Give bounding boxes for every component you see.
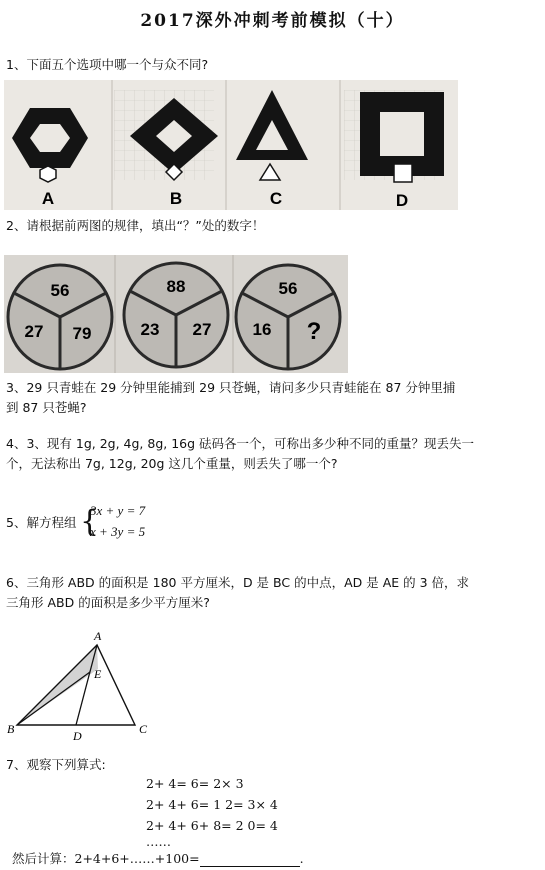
point-c-label: C bbox=[139, 722, 148, 736]
circle-3-top: 56 bbox=[278, 279, 298, 298]
question-1-text: 1、下面五个选项中哪一个与众不同? bbox=[6, 57, 209, 72]
final-period: . bbox=[299, 851, 304, 866]
circle-1-left: 27 bbox=[24, 322, 44, 341]
circle-2-left: 23 bbox=[140, 320, 160, 339]
question-3-line-2: 到 87 只苍蝇? bbox=[6, 400, 87, 415]
equation-2: x + 3y = 5 bbox=[90, 524, 146, 539]
equation-ellipsis: …… bbox=[146, 834, 171, 849]
shapes-figure bbox=[4, 80, 458, 210]
option-d-label: D bbox=[395, 191, 409, 210]
option-d-square bbox=[360, 92, 444, 182]
answer-blank[interactable] bbox=[200, 852, 300, 867]
circle-1-top: 56 bbox=[50, 281, 70, 300]
question-6-line-1: 6、三角形 ABD 的面积是 180 平方厘米，D 是 BC 的中点，AD 是 AE 的 3 倍，求 bbox=[6, 575, 470, 590]
question-2-figure bbox=[4, 255, 348, 373]
triangle-figure bbox=[4, 628, 164, 743]
final-question-text: 然后计算：2+4+6+……+100= bbox=[12, 851, 200, 866]
point-b-label: B bbox=[7, 722, 15, 736]
circle-1-right: 79 bbox=[72, 324, 92, 343]
equation-line-1: 2+ 4= 6= 2× 3 bbox=[146, 776, 244, 791]
equation-line-3: 2+ 4+ 6+ 8= 2 0= 4 bbox=[146, 818, 278, 833]
circle-3-unknown: ? bbox=[306, 318, 322, 345]
equation-1: 3x + y = 7 bbox=[90, 503, 146, 518]
question-6-line-2: 三角形 ABD 的面积是多少平方厘米? bbox=[6, 595, 210, 610]
question-7-text: 7、观察下列算式: bbox=[6, 757, 106, 772]
page-title: 2017深外冲刺考前模拟（十） bbox=[140, 11, 405, 31]
question-4-line-2: 个，无法称出 7g, 12g, 20g 这几个重量，则丢失了哪一个? bbox=[6, 456, 338, 471]
final-question bbox=[12, 849, 304, 867]
question-2-text: 2、请根据前两图的规律，填出“？”处的数字！ bbox=[6, 218, 265, 233]
circles-figure bbox=[4, 255, 348, 373]
circle-2-right: 27 bbox=[192, 320, 212, 339]
number-circle-3 bbox=[236, 265, 340, 369]
equation-line-2: 2+ 4+ 6= 1 2= 3× 4 bbox=[146, 797, 278, 812]
option-a-label: A bbox=[41, 189, 55, 208]
point-d-label: D bbox=[73, 729, 82, 743]
point-e-label: E bbox=[94, 667, 102, 681]
circle-2-top: 88 bbox=[166, 277, 186, 296]
question-1-figure bbox=[4, 80, 458, 210]
number-circle-2 bbox=[124, 263, 228, 367]
point-a-label: A bbox=[94, 629, 102, 643]
option-b-label: B bbox=[169, 189, 183, 208]
question-4-line-1: 4、3、现有 1g, 2g, 4g, 8g, 16g 砝码各一个，可称出多少种不同的重量？现丢失一 bbox=[6, 436, 475, 451]
circle-3-left: 16 bbox=[252, 320, 272, 339]
option-c-label: C bbox=[269, 189, 283, 208]
number-circle-1 bbox=[8, 265, 112, 369]
question-3-line-1: 3、29 只青蛙在 29 分钟里能捕到 29 只苍蝇，请问多少只青蛙能在 87 分钟里捕 bbox=[6, 380, 456, 395]
equation-brace: { bbox=[80, 504, 100, 539]
question-5-prefix: 5、解方程组 bbox=[6, 515, 77, 530]
